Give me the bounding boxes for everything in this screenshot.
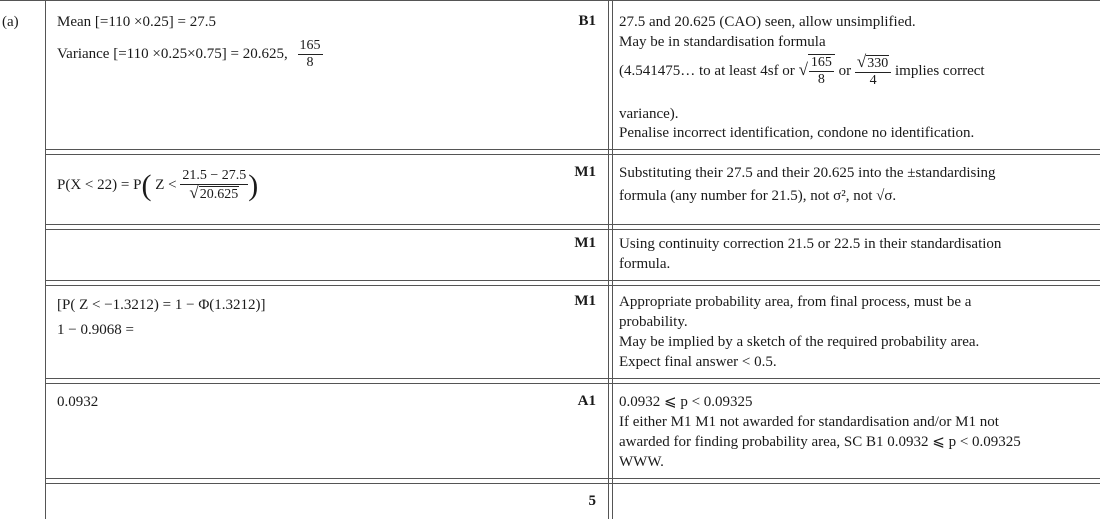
sqrt-content: 20.625 [199, 187, 239, 202]
col-rule [608, 0, 609, 519]
mark-code: M1 [574, 164, 596, 180]
answer-variance [57, 38, 323, 71]
answer-fraction [180, 168, 248, 203]
answer-final: 0.0932 [57, 394, 99, 410]
fraction-denominator: 4 [855, 72, 891, 89]
answer-variance-text: Variance [=110 ×0.25×0.75] = 20.625, [57, 45, 288, 62]
part-label: (a) [2, 14, 19, 30]
note-line: Penalise incorrect identification, condone no identification. [619, 125, 975, 141]
col-rule [45, 0, 46, 519]
total-marks: 5 [588, 493, 596, 509]
fraction-numerator: 330 [867, 56, 889, 71]
note-line: Appropriate probability area, from final process, must be a [619, 294, 972, 310]
sqrt-fraction [809, 55, 834, 88]
note-line: variance). [619, 106, 679, 122]
sqrt-icon: √ [856, 52, 867, 71]
sqrt-fraction [855, 54, 891, 89]
row-rule [0, 0, 1100, 1]
note-line: formula (any number for 21.5), not σ², not √σ. [619, 188, 897, 204]
answer-line: [P( Z < −1.3212) = 1 − Φ(1.3212)] [57, 297, 266, 313]
note-text: or [838, 62, 852, 79]
note-line: If either M1 M1 not awarded for standardisation and/or M1 not [619, 414, 999, 430]
note-line: formula. [619, 256, 671, 272]
mark-code: A1 [577, 393, 596, 409]
sqrt-icon: √ [189, 183, 199, 202]
fraction-denominator: 8 [809, 71, 834, 88]
fraction-numerator: 21.5 − 27.5 [182, 168, 247, 183]
mark-code: M1 [574, 293, 596, 309]
row-rule [45, 378, 1100, 384]
fraction-denominator [180, 184, 248, 203]
note-text: (4.541475… to at least 4sf or [619, 62, 795, 79]
answer-line: 1 − 0.9068 = [57, 322, 134, 338]
note-line: Using continuity correction 21.5 or 22.5 in their standardisation [619, 236, 1002, 252]
answer-standardisation: P(X < 22) = P( Z < $\frac{21.5 - 27.5}{√20.625}$ ) [57, 168, 259, 202]
fraction-denominator: 8 [298, 54, 323, 71]
note-line: 27.5 and 20.625 (CAO) seen, allow unsimplified. [619, 14, 916, 30]
row-rule [45, 478, 1100, 484]
row-rule [45, 280, 1100, 286]
note-line: May be in standardisation formula [619, 34, 826, 50]
row-rule [45, 224, 1100, 230]
answer-mean: Mean [=110 ×0.25] = 27.5 [57, 14, 216, 30]
col-rule [612, 0, 613, 519]
note-line: 0.0932 ⩽ p < 0.09325 [619, 394, 753, 410]
note-line-sqrt [619, 54, 985, 89]
answer-text: Z < [155, 176, 177, 193]
mark-code: B1 [578, 13, 596, 29]
note-line: May be implied by a sketch of the required probability area. [619, 334, 980, 350]
mark-code: M1 [574, 235, 596, 251]
fraction-numerator: 165 [810, 55, 832, 70]
note-line: awarded for finding probability area, SC B1 0.0932 ⩽ p < 0.09325 [619, 434, 1021, 450]
row-rule [45, 149, 1100, 155]
note-line: WWW. [619, 454, 664, 470]
fraction-numerator: 165 [299, 38, 321, 53]
answer-variance-fraction [298, 38, 323, 71]
sqrt-icon: √ [798, 59, 808, 79]
note-line: Substituting their 27.5 and their 20.625 into the ±standardising [619, 165, 996, 181]
answer-text: P(X < 22) = P [57, 176, 142, 193]
note-line: Expect final answer < 0.5. [619, 354, 777, 370]
note-text: implies correct [895, 62, 985, 79]
note-line: probability. [619, 314, 688, 330]
